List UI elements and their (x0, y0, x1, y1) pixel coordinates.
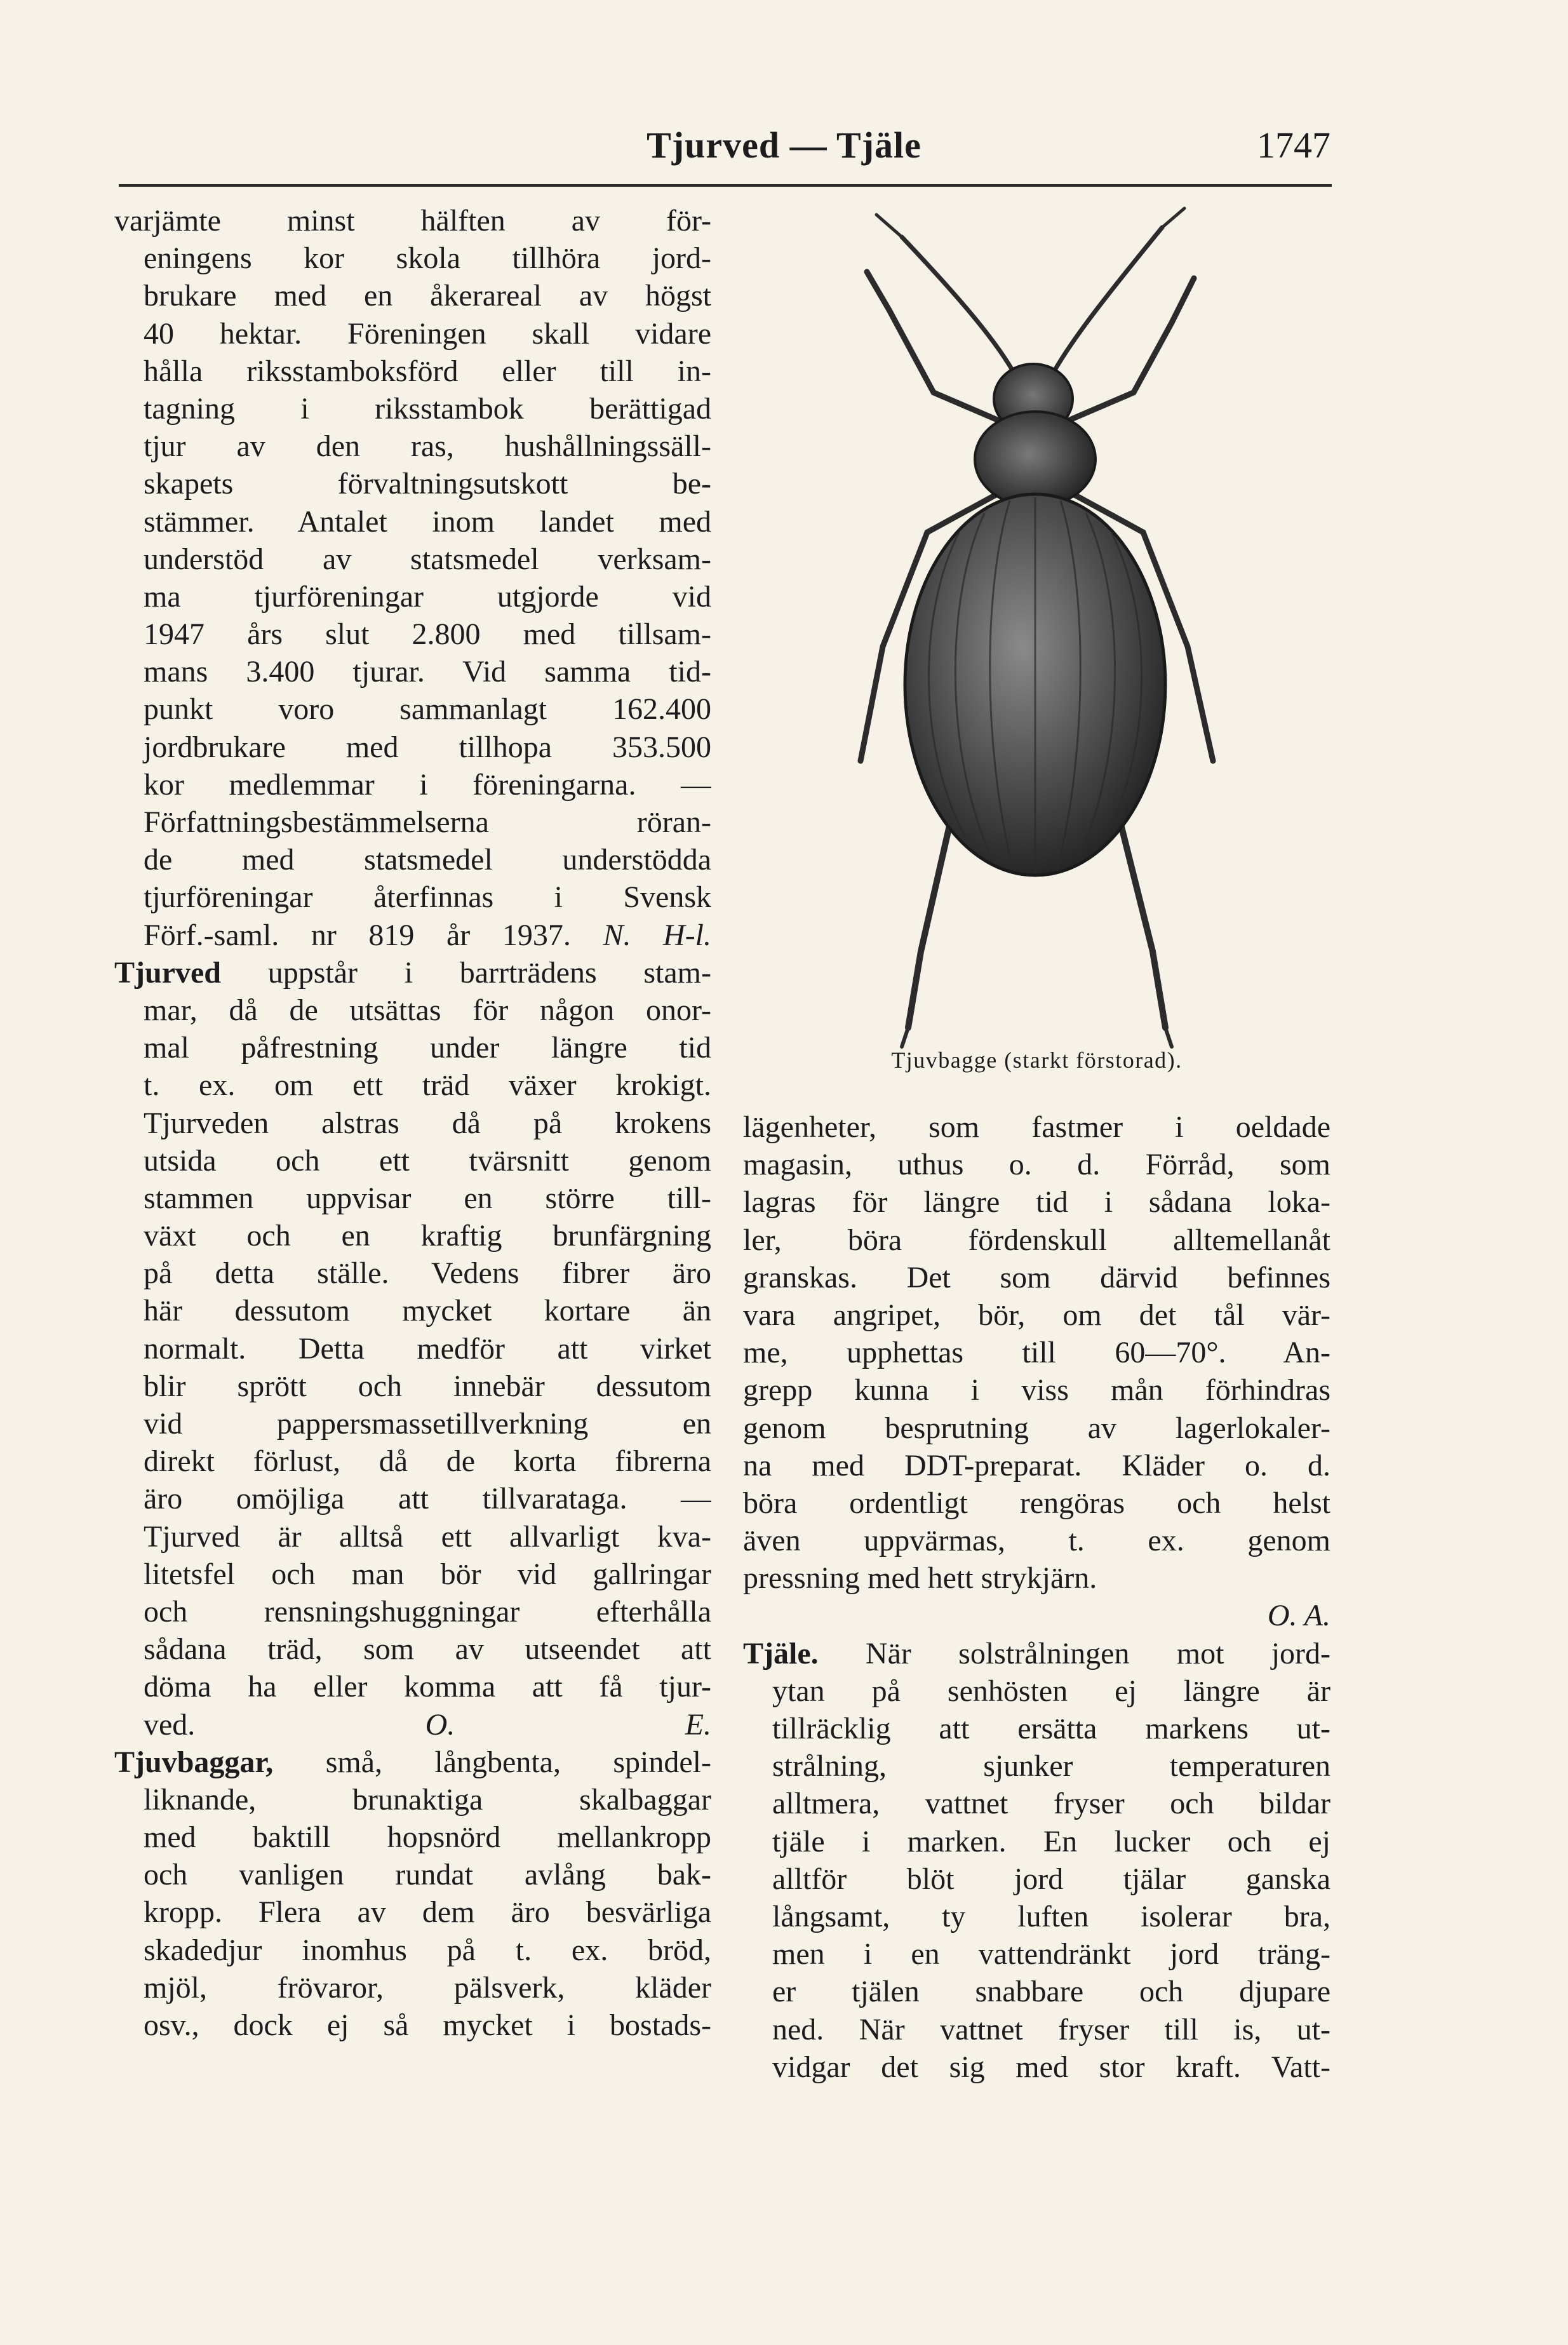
text-line: alltför blöt jord tjälar ganska (772, 1862, 1330, 1896)
text-line: Tjurved är alltså ett allvarligt kva- (144, 1519, 711, 1554)
text-line (114, 1744, 711, 1781)
author-signature: N. H-l. (603, 918, 711, 952)
figure-caption: Tjuvbagge (starkt förstorad). (891, 1047, 1183, 1073)
text-line: t. ex. om ett träd växer krokigt. (144, 1068, 711, 1103)
text-line: ned. När vattnet fryser till is, ut- (772, 2012, 1330, 2046)
text-line: Författningsbestämmelserna röran- (144, 805, 711, 839)
text-line: böra ordentligt rengöras och helst (743, 1486, 1330, 1520)
entry-term: Tjäle. (743, 1636, 819, 1670)
text-line: vidgar det sig med stor kraft. Vatt- (772, 2050, 1330, 2084)
text-line: och rensningshuggningar efterhålla (144, 1594, 711, 1629)
text-line: varjämte minst hälften av för- (114, 204, 711, 238)
entry-term: Tjuvbaggar, (114, 1745, 274, 1779)
text-line: skadedjur inomhus på t. ex. bröd, (144, 1933, 711, 1967)
text-span: När solstrålningen mot jord- (865, 1636, 1330, 1670)
text-line: långsamt, ty luften isolerar bra, (772, 1899, 1330, 1933)
text-line: kor medlemmar i föreningarna. — (144, 767, 711, 802)
running-header (0, 124, 1568, 175)
paragraph-continuation (743, 1108, 1330, 1635)
text-line: med baktill hopsnörd mellankropp (144, 1820, 711, 1855)
text-line: mal påfrestning under längre tid (144, 1031, 711, 1065)
text-line: stammen uppvisar en större till- (144, 1181, 711, 1215)
entry-tjale (743, 1635, 1330, 2086)
text-line: lagras för längre tid i sådana loka- (743, 1185, 1330, 1220)
author-signature: O. E. (425, 1707, 711, 1742)
text-span: små, långbenta, spindel- (325, 1745, 711, 1779)
text-line: ma tjurföreningar utgjorde vid (144, 579, 711, 614)
text-line: äro omöjliga att tillvarataga. — (144, 1482, 711, 1516)
text-line: er tjälen snabbare och djupare (772, 1975, 1330, 2009)
text-line: me, upphettas till 60—70°. An- (743, 1336, 1330, 1370)
text-line: eningens kor skola tillhöra jord- (144, 241, 711, 276)
text-line: mjöl, frövaror, pälsverk, kläder (144, 1970, 711, 2005)
beetle-illustration (807, 202, 1264, 1053)
text-line: ler, böra fördenskull alltemellanåt (743, 1223, 1330, 1257)
text-line: sådana träd, som av utseendet att (144, 1632, 711, 1667)
text-line: på detta ställe. Vedens fibrer äro (144, 1256, 711, 1291)
text-line: lägenheter, som fastmer i oeldade (743, 1110, 1330, 1144)
text-line: även uppvärmas, t. ex. genom (743, 1524, 1330, 1558)
text-line: magasin, uthus o. d. Förråd, som (743, 1148, 1330, 1182)
text-line: tjäle i marken. En lucker och ej (772, 1824, 1330, 1858)
paragraph-continuation (114, 202, 711, 954)
text-line: vid pappersmassetillverkning en (144, 1407, 711, 1441)
text-line: alltmera, vattnet fryser och bildar (772, 1787, 1330, 1821)
text-line: tjurföreningar återfinnas i Svensk (144, 880, 711, 915)
text-line: blir sprött och innebär dessutom (144, 1369, 711, 1403)
header-title: Tjurved — Tjäle (647, 124, 921, 166)
text-line: och vanligen rundat avlång bak- (144, 1858, 711, 1892)
text-line: kropp. Flera av dem äro besvärliga (144, 1895, 711, 1930)
text-line: skapets förvaltningsutskott be- (144, 467, 711, 501)
text-line: grepp kunna i viss mån förhindras (743, 1373, 1330, 1408)
text-line: osv., dock ej så mycket i bostads- (144, 2008, 711, 2042)
text-line: ytan på senhösten ej längre är (772, 1674, 1330, 1708)
text-line: Tjurveden alstras då på krokens (144, 1106, 711, 1140)
text-line: men i en vattendränkt jord träng- (772, 1937, 1330, 1972)
text-line: utsida och ett tvärsnitt genom (144, 1143, 711, 1178)
entry-tjurved (114, 954, 711, 1744)
text-line: döma ha eller komma att få tjur- (144, 1670, 711, 1704)
text-line: liknande, brunaktiga skalbaggar (144, 1782, 711, 1817)
text-line: tillräcklig att ersätta markens ut- (772, 1712, 1330, 1745)
text-line: mar, då de utsättas för någon onor- (144, 993, 711, 1027)
text-line: stämmer. Antalet inom landet med (144, 504, 711, 539)
text-line: här dessutom mycket kortare än (144, 1294, 711, 1328)
text-line: pressning med hett strykjärn. (743, 1561, 1097, 1596)
text-line: 1947 års slut 2.800 med tillsam- (144, 617, 711, 652)
entry-term: Tjurved (114, 955, 221, 990)
text-line: litetsfel och man bör vid gallringar (144, 1557, 711, 1591)
text-line: genom besprutning av lagerlokaler- (743, 1411, 1330, 1445)
text-line: normalt. Detta medför att virket (144, 1331, 711, 1366)
text-span: ved. (144, 1707, 196, 1742)
text-line: tjur av den ras, hushållningssäll- (144, 429, 711, 464)
text-line: na med DDT-preparat. Kläder o. d. (743, 1448, 1330, 1482)
text-span: Förf.-saml. nr 819 år 1937. (144, 918, 571, 952)
text-line: strålning, sjunker temperaturen (772, 1749, 1330, 1784)
text-line: 40 hektar. Föreningen skall vidare (144, 316, 711, 351)
text-line: växt och en kraftig brunfärgning (144, 1219, 711, 1253)
header-rule (119, 184, 1332, 187)
author-signature: O. A. (1267, 1599, 1330, 1633)
text-line: granskas. Det som därvid befinnes (743, 1260, 1330, 1294)
text-line: de med statsmedel understödda (144, 843, 711, 877)
text-line (114, 1706, 711, 1744)
text-span: uppstår i barrträdens stam- (267, 955, 711, 990)
text-line (114, 954, 711, 991)
text-line: jordbrukare med tillhopa 353.500 (144, 730, 711, 764)
right-column (743, 1108, 1330, 2086)
text-line: tagning i riksstambok berättigad (144, 391, 711, 426)
text-line (114, 917, 711, 954)
page-number: 1747 (1257, 124, 1330, 166)
text-line: punkt voro sammanlagt 162.400 (144, 692, 711, 727)
text-line: mans 3.400 tjurar. Vid samma tid- (144, 655, 711, 689)
text-line: hålla riksstamboksförd eller till in- (144, 354, 711, 388)
text-line: understöd av statsmedel verksam- (144, 542, 711, 576)
left-column (114, 202, 711, 2044)
text-line: direkt förlust, då de korta fibrerna (144, 1444, 711, 1479)
text-line: vara angripet, bör, om det tål vär- (743, 1298, 1330, 1332)
text-line (743, 1635, 1330, 1672)
entry-tjuvbaggar (114, 1744, 711, 2045)
text-line: brukare med en åkerareal av högst (144, 279, 711, 313)
